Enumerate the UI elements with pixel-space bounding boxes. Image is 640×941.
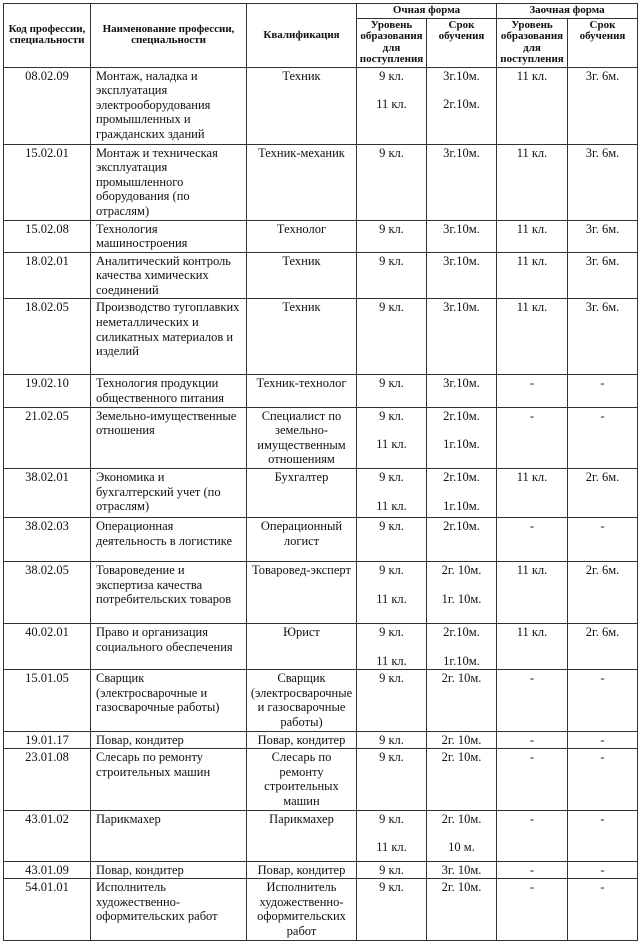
line-gap [430, 485, 493, 499]
parttime-level-cell: 11 кл. [497, 220, 568, 252]
line-gap [360, 423, 423, 437]
header-qualification: Квалификация [247, 4, 357, 68]
table-row [4, 407, 638, 468]
fulltime-level-cell-value: 11 кл. [376, 653, 407, 668]
table-row [4, 375, 638, 407]
table-row [4, 67, 638, 144]
table-row [4, 670, 638, 731]
fulltime-level-cell [357, 624, 427, 670]
qualification-cell: Техник [247, 67, 357, 144]
qualification-cell: Сварщик (электросварочные и газосварочные работы) [247, 670, 357, 731]
parttime-level-cell: 11 кл. [497, 624, 568, 670]
parttime-term-cell: - [568, 518, 638, 562]
fulltime-term-cell [427, 518, 497, 562]
parttime-term-cell: 3г. 6м. [568, 252, 638, 299]
header-parttime-level: Уровень образования для поступления [497, 18, 568, 67]
fulltime-term-cell [427, 144, 497, 220]
fulltime-term-cell [427, 670, 497, 731]
fulltime-term-cell-value: 2г.10м. [443, 625, 480, 640]
parttime-term-cell: - [568, 879, 638, 940]
parttime-level-cell: - [497, 375, 568, 407]
qualification-cell: Технолог [247, 220, 357, 252]
fulltime-term-cell [427, 861, 497, 879]
fulltime-term-cell [427, 562, 497, 624]
parttime-term-cell: - [568, 810, 638, 861]
fulltime-term-cell-value: 3г.10м. [443, 300, 480, 315]
header-code: Код профессии, специальности [4, 4, 91, 68]
name-cell: Технология машиностроения [91, 220, 247, 252]
fulltime-level-cell [357, 861, 427, 879]
parttime-term-cell: 3г. 6м. [568, 67, 638, 144]
line-gap [430, 423, 493, 437]
parttime-term-cell: - [568, 861, 638, 879]
name-cell: Земельно-имущественные отношения [91, 407, 247, 468]
parttime-term-cell: - [568, 731, 638, 749]
name-cell: Повар, кондитер [91, 731, 247, 749]
parttime-term-cell: 2г. 6м. [568, 469, 638, 518]
fulltime-level-cell-value: 11 кл. [376, 97, 407, 112]
table-body [4, 67, 638, 940]
name-cell: Операционная деятельность в логистике [91, 518, 247, 562]
fulltime-term-cell-value: 3г.10м. [443, 68, 480, 83]
fulltime-level-cell-value: 9 кл. [379, 519, 404, 534]
header-fulltime: Очная форма [357, 4, 497, 19]
code-cell: 43.01.02 [4, 810, 91, 861]
fulltime-level-cell-value: 9 кл. [379, 68, 404, 83]
code-cell: 38.02.01 [4, 469, 91, 518]
fulltime-term-cell [427, 624, 497, 670]
fulltime-level-cell-value: 9 кл. [379, 253, 404, 268]
qualification-cell: Повар, кондитер [247, 861, 357, 879]
fulltime-term-cell-value: 3г.10м. [443, 253, 480, 268]
fulltime-level-cell [357, 220, 427, 252]
parttime-term-cell: - [568, 749, 638, 810]
qualification-cell: Юрист [247, 624, 357, 670]
parttime-level-cell: - [497, 861, 568, 879]
line-gap [430, 826, 493, 840]
qualification-cell: Техник-механик [247, 144, 357, 220]
fulltime-term-cell [427, 252, 497, 299]
fulltime-term-cell-value: 3г. 10м. [441, 862, 482, 877]
fulltime-level-cell-value: 9 кл. [379, 145, 404, 160]
code-cell: 54.01.01 [4, 879, 91, 940]
fulltime-level-cell [357, 562, 427, 624]
qualification-cell: Техник [247, 299, 357, 375]
fulltime-term-cell-value: 3г.10м. [443, 145, 480, 160]
fulltime-level-cell-value: 9 кл. [379, 625, 404, 640]
fulltime-level-cell-value: 9 кл. [379, 811, 404, 826]
table-row [4, 861, 638, 879]
qualification-cell: Повар, кондитер [247, 731, 357, 749]
code-cell: 08.02.09 [4, 67, 91, 144]
name-cell: Производство тугоплавких неметаллических и силикатных материалов и изделий [91, 299, 247, 375]
fulltime-term-cell [427, 749, 497, 810]
fulltime-term-cell-value: 1г.10м. [443, 498, 480, 513]
line-gap [360, 83, 423, 97]
fulltime-term-cell-value: 3г.10м. [443, 221, 480, 236]
parttime-level-cell: 11 кл. [497, 469, 568, 518]
fulltime-level-cell [357, 252, 427, 299]
parttime-level-cell: 11 кл. [497, 562, 568, 624]
name-cell: Сварщик (электросварочные и газосварочные работы) [91, 670, 247, 731]
name-cell: Исполнитель художественно-оформительских работ [91, 879, 247, 940]
code-cell: 18.02.05 [4, 299, 91, 375]
code-cell: 43.01.09 [4, 861, 91, 879]
fulltime-level-cell [357, 810, 427, 861]
specialties-table [3, 3, 638, 941]
fulltime-level-cell-value: 9 кл. [379, 470, 404, 485]
fulltime-term-cell-value: 2г. 10м. [441, 880, 482, 895]
fulltime-level-cell-value: 11 кл. [376, 840, 407, 855]
fulltime-term-cell [427, 731, 497, 749]
code-cell: 19.02.10 [4, 375, 91, 407]
parttime-level-cell: 11 кл. [497, 252, 568, 299]
fulltime-term-cell [427, 810, 497, 861]
name-cell: Экономика и бухгалтерский учет (по отраслям) [91, 469, 247, 518]
fulltime-level-cell [357, 299, 427, 375]
name-cell: Право и организация социального обеспечения [91, 624, 247, 670]
qualification-cell: Парикмахер [247, 810, 357, 861]
fulltime-term-cell-value: 2г.10м. [443, 408, 480, 423]
qualification-cell: Специалист по земельно-имущественным отношениям [247, 407, 357, 468]
header-fulltime-level: Уровень образования для поступления [357, 18, 427, 67]
line-gap [360, 640, 423, 654]
line-gap [360, 485, 423, 499]
fulltime-term-cell [427, 299, 497, 375]
parttime-level-cell: 11 кл. [497, 67, 568, 144]
qualification-cell: Техник-технолог [247, 375, 357, 407]
parttime-term-cell: - [568, 670, 638, 731]
parttime-level-cell: - [497, 879, 568, 940]
fulltime-term-cell-value: 2г. 10м. [441, 750, 482, 765]
fulltime-level-cell [357, 407, 427, 468]
fulltime-term-cell-value: 10 м. [448, 840, 475, 855]
fulltime-level-cell [357, 670, 427, 731]
parttime-level-cell: 11 кл. [497, 299, 568, 375]
table-row [4, 624, 638, 670]
code-cell: 15.01.05 [4, 670, 91, 731]
table-row [4, 562, 638, 624]
table-row [4, 220, 638, 252]
fulltime-level-cell [357, 731, 427, 749]
fulltime-level-cell [357, 749, 427, 810]
name-cell: Повар, кондитер [91, 861, 247, 879]
code-cell: 15.02.01 [4, 144, 91, 220]
fulltime-term-cell-value: 2г. 10м. [441, 563, 482, 578]
fulltime-level-cell [357, 469, 427, 518]
code-cell: 38.02.03 [4, 518, 91, 562]
table-row [4, 252, 638, 299]
qualification-cell: Слесарь по ремонту строительных машин [247, 749, 357, 810]
fulltime-term-cell-value: 1г.10м. [443, 653, 480, 668]
fulltime-level-cell-value: 9 кл. [379, 732, 404, 747]
fulltime-level-cell-value: 9 кл. [379, 750, 404, 765]
qualification-cell: Товаровед-эксперт [247, 562, 357, 624]
fulltime-level-cell-value: 11 кл. [376, 498, 407, 513]
fulltime-level-cell-value: 11 кл. [376, 437, 407, 452]
fulltime-level-cell-value: 9 кл. [379, 880, 404, 895]
code-cell: 21.02.05 [4, 407, 91, 468]
parttime-level-cell: - [497, 749, 568, 810]
parttime-level-cell: - [497, 407, 568, 468]
qualification-cell: Операционный логист [247, 518, 357, 562]
fulltime-level-cell [357, 518, 427, 562]
fulltime-level-cell-value: 9 кл. [379, 408, 404, 423]
fulltime-level-cell [357, 375, 427, 407]
fulltime-term-cell-value: 2г.10м. [443, 97, 480, 112]
fulltime-level-cell [357, 144, 427, 220]
parttime-term-cell: 3г. 6м. [568, 299, 638, 375]
fulltime-term-cell-value: 1г.10м. [443, 437, 480, 452]
code-cell: 38.02.05 [4, 562, 91, 624]
qualification-cell: Техник [247, 252, 357, 299]
fulltime-term-cell-value: 3г.10м. [443, 376, 480, 391]
name-cell: Аналитический контроль качества химических соединений [91, 252, 247, 299]
line-gap [360, 826, 423, 840]
parttime-level-cell: - [497, 810, 568, 861]
line-gap [430, 578, 493, 592]
line-gap [430, 640, 493, 654]
name-cell: Монтаж, наладка и эксплуатация электрооборудования промышленных и гражданских зданий [91, 67, 247, 144]
line-gap [360, 578, 423, 592]
code-cell: 23.01.08 [4, 749, 91, 810]
table-row [4, 469, 638, 518]
fulltime-term-cell-value: 2г.10м. [443, 519, 480, 534]
fulltime-term-cell-value: 2г. 10м. [441, 671, 482, 686]
fulltime-level-cell-value: 9 кл. [379, 671, 404, 686]
fulltime-level-cell-value: 11 кл. [376, 591, 407, 606]
table-row [4, 749, 638, 810]
fulltime-level-cell-value: 9 кл. [379, 376, 404, 391]
table-row [4, 731, 638, 749]
parttime-term-cell: 2г. 6м. [568, 562, 638, 624]
fulltime-term-cell [427, 220, 497, 252]
header-parttime-term: Срок обучения [568, 18, 638, 67]
parttime-level-cell: 11 кл. [497, 144, 568, 220]
header-name: Наименование профессии, специальности [91, 4, 247, 68]
parttime-term-cell: - [568, 407, 638, 468]
fulltime-term-cell-value: 2г.10м. [443, 470, 480, 485]
fulltime-term-cell-value: 1г. 10м. [441, 591, 482, 606]
code-cell: 18.02.01 [4, 252, 91, 299]
name-cell: Слесарь по ремонту строительных машин [91, 749, 247, 810]
code-cell: 15.02.08 [4, 220, 91, 252]
fulltime-level-cell-value: 9 кл. [379, 221, 404, 236]
parttime-term-cell: 3г. 6м. [568, 144, 638, 220]
parttime-term-cell: - [568, 375, 638, 407]
parttime-level-cell: - [497, 670, 568, 731]
table-row [4, 810, 638, 861]
parttime-level-cell: - [497, 518, 568, 562]
fulltime-level-cell-value: 9 кл. [379, 563, 404, 578]
line-gap [430, 83, 493, 97]
header-parttime: Заочная форма [497, 4, 638, 19]
parttime-term-cell: 3г. 6м. [568, 220, 638, 252]
fulltime-term-cell [427, 469, 497, 518]
header-fulltime-term: Срок обучения [427, 18, 497, 67]
table-row [4, 144, 638, 220]
fulltime-term-cell [427, 407, 497, 468]
fulltime-level-cell-value: 9 кл. [379, 862, 404, 877]
fulltime-level-cell [357, 67, 427, 144]
fulltime-term-cell [427, 67, 497, 144]
fulltime-term-cell-value: 2г. 10м. [441, 811, 482, 826]
fulltime-level-cell-value: 9 кл. [379, 300, 404, 315]
fulltime-term-cell-value: 2г. 10м. [441, 732, 482, 747]
qualification-cell: Бухгалтер [247, 469, 357, 518]
name-cell: Товароведение и экспертиза качества потребительских товаров [91, 562, 247, 624]
fulltime-term-cell [427, 375, 497, 407]
table-row [4, 299, 638, 375]
code-cell: 40.02.01 [4, 624, 91, 670]
name-cell: Парикмахер [91, 810, 247, 861]
name-cell: Технология продукции общественного питания [91, 375, 247, 407]
name-cell: Монтаж и техническая эксплуатация промышленного оборудования (по отраслям) [91, 144, 247, 220]
parttime-level-cell: - [497, 731, 568, 749]
parttime-term-cell: 2г. 6м. [568, 624, 638, 670]
code-cell: 19.01.17 [4, 731, 91, 749]
table-row [4, 518, 638, 562]
qualification-cell: Исполнитель художественно-оформительских работ [247, 879, 357, 940]
